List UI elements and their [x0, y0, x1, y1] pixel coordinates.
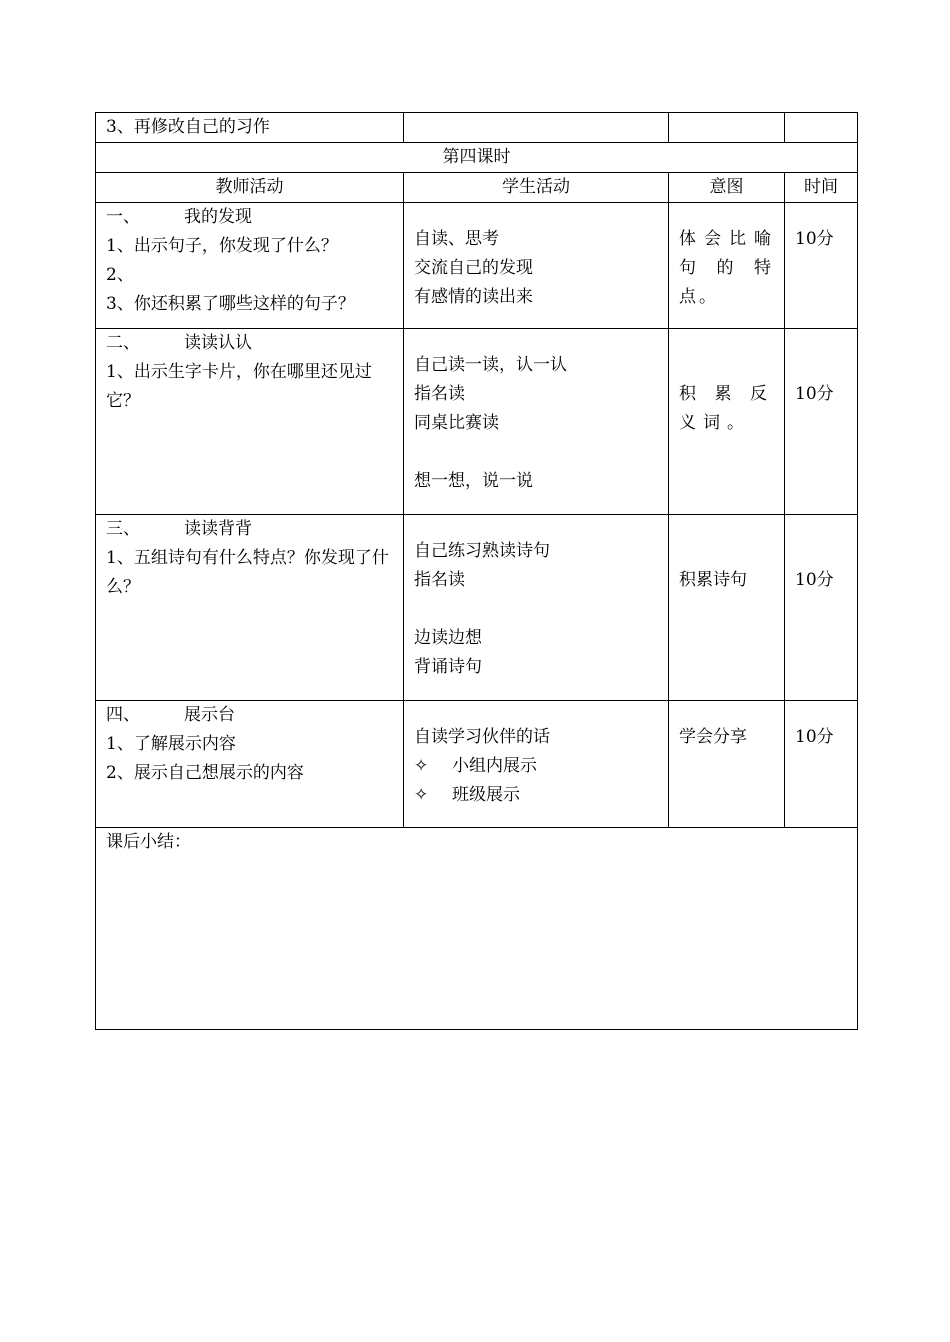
section-name: 展示台	[184, 705, 235, 725]
teacher-line: 1、出示生字卡片，你在哪里还见过它？	[106, 362, 372, 411]
star-bullet-icon: ✧	[414, 756, 429, 776]
time-text: 10分	[795, 229, 834, 249]
section-number: 二、	[106, 333, 140, 353]
teacher-cell-1	[96, 203, 404, 329]
time-text: 10分	[795, 384, 834, 404]
time-cell-1	[785, 203, 858, 329]
header-student: 学生活动	[404, 173, 669, 203]
table-row-previous	[96, 113, 858, 143]
section-row-2	[96, 329, 858, 515]
student-cell-4	[404, 701, 669, 828]
teacher-cell-2	[96, 329, 404, 515]
student-line: 自己练习熟读诗句	[414, 541, 550, 561]
teacher-cell-4	[96, 701, 404, 828]
section-name: 读读认认	[184, 333, 252, 353]
student-line: 自己读一读，认一认	[414, 355, 567, 375]
header-teacher: 教师活动	[96, 173, 404, 203]
teacher-line: 1、出示句子，你发现了什么？	[106, 236, 338, 256]
time-cell-3	[785, 515, 858, 701]
student-bullet-line	[414, 781, 658, 810]
student-line: 自读、思考	[414, 229, 499, 249]
teacher-line: 2、	[106, 265, 134, 285]
teacher-line: 3、你还积累了哪些这样的句子？	[106, 294, 355, 314]
lesson-title: 第四课时	[96, 143, 858, 173]
student-line: 指名读	[414, 570, 465, 590]
header-intent: 意图	[669, 173, 785, 203]
intent-cell-3	[669, 515, 785, 701]
star-bullet-icon: ✧	[414, 785, 429, 805]
intent-cell-4	[669, 701, 785, 828]
teacher-cell-3	[96, 515, 404, 701]
time-cell-2	[785, 329, 858, 515]
intent-cell-2	[669, 329, 785, 515]
student-bullet-text: 班级展示	[452, 785, 520, 805]
student-line: 自读学习伙伴的话	[414, 727, 550, 747]
lesson-plan-table	[95, 112, 858, 1030]
teacher-line: 1、五组诗句有什么特点？你发现了什么？	[106, 548, 389, 597]
blank-line	[414, 595, 658, 624]
empty-cell	[785, 113, 858, 143]
section-row-1	[96, 203, 858, 329]
intent-text: 体会比喻句的特点。	[679, 229, 774, 307]
empty-cell	[669, 113, 785, 143]
student-line: 交流自己的发现	[414, 258, 533, 278]
student-line: 指名读	[414, 384, 465, 404]
time-cell-4	[785, 701, 858, 828]
previous-step-text: 3、再修改自己的习作	[106, 117, 270, 137]
summary-cell	[96, 828, 858, 1030]
student-line: 有感情的读出来	[414, 287, 533, 307]
section-row-4	[96, 701, 858, 828]
blank-line	[414, 438, 658, 467]
intent-text: 学会分享	[679, 727, 747, 747]
teacher-line: 2、展示自己想展示的内容	[106, 763, 304, 783]
time-text: 10分	[795, 727, 834, 747]
student-cell-1	[404, 203, 669, 329]
intent-text: 积累诗句	[679, 570, 747, 590]
intent-text: 积累反义词。	[679, 384, 774, 433]
section-title-1	[106, 203, 393, 232]
section-number: 三、	[106, 519, 140, 539]
summary-row	[96, 828, 858, 1030]
previous-step-cell	[96, 113, 404, 143]
time-text: 10分	[795, 570, 834, 590]
empty-cell	[404, 113, 669, 143]
student-cell-2	[404, 329, 669, 515]
section-title-2	[106, 329, 393, 358]
student-cell-3	[404, 515, 669, 701]
section-title-3	[106, 515, 393, 544]
section-name: 读读背背	[184, 519, 252, 539]
section-row-3	[96, 515, 858, 701]
student-line: 想一想，说一说	[414, 471, 533, 491]
summary-label: 课后小结：	[106, 832, 191, 852]
teacher-line: 1、了解展示内容	[106, 734, 236, 754]
header-time: 时间	[785, 173, 858, 203]
student-line: 边读边想	[414, 628, 482, 648]
section-name: 我的发现	[184, 207, 252, 227]
student-line: 背诵诗句	[414, 657, 482, 677]
section-number: 四、	[106, 705, 140, 725]
student-bullet-text: 小组内展示	[452, 756, 537, 776]
header-row	[96, 173, 858, 203]
student-bullet-line	[414, 752, 658, 781]
section-title-4	[106, 701, 393, 730]
intent-cell-1	[669, 203, 785, 329]
student-line: 同桌比赛读	[414, 413, 499, 433]
section-number: 一、	[106, 207, 140, 227]
lesson-title-row	[96, 143, 858, 173]
